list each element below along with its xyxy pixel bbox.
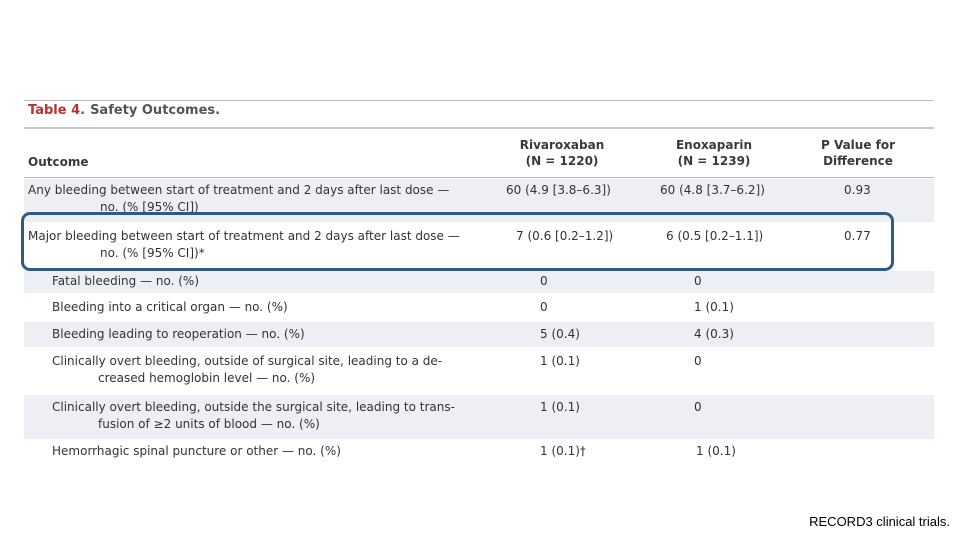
- cell-enoxaparin: 0: [694, 274, 702, 288]
- header-outcome: Outcome: [28, 155, 89, 169]
- table-row: [24, 395, 934, 439]
- table-header: [24, 137, 934, 177]
- row-label-continuation: no. (% [95% CI]): [100, 200, 199, 214]
- cell-rivaroxaban: 0: [540, 274, 548, 288]
- table-caption: [28, 103, 220, 118]
- cell-enoxaparin: 4 (0.3): [694, 327, 734, 341]
- header-pvalue-line1: P Value for: [820, 138, 896, 152]
- header-pvalue: [798, 137, 918, 169]
- header-enoxaparin-name: Enoxaparin: [675, 138, 753, 152]
- header-pvalue-line2: Difference: [823, 154, 893, 168]
- row-label: Bleeding leading to reoperation — no. (%): [52, 327, 305, 341]
- cell-rivaroxaban: 5 (0.4): [540, 327, 580, 341]
- table-number: Table 4.: [28, 103, 86, 118]
- table-row: [24, 322, 934, 347]
- cell-rivaroxaban: 1 (0.1): [540, 354, 580, 368]
- major-bleeding-highlight-box: [21, 212, 894, 271]
- cell-pvalue: 0.93: [844, 183, 871, 197]
- cell-pvalue: 0.77: [844, 229, 871, 243]
- cell-rivaroxaban: 7 (0.6 [0.2–1.2]): [516, 229, 614, 243]
- cell-rivaroxaban: 0: [540, 300, 548, 314]
- table-row: [24, 349, 934, 393]
- row-label-continuation: no. (% [95% CI])*: [100, 246, 205, 260]
- slide-caption: RECORD3 clinical trials.: [809, 514, 950, 529]
- header-rivaroxaban: [494, 137, 630, 169]
- row-label: Clinically overt bleeding, outside the surgical site, leading to trans-: [52, 400, 455, 414]
- cell-enoxaparin: 0: [694, 400, 702, 414]
- header-enoxaparin: [646, 137, 782, 169]
- safety-outcomes-table: [24, 100, 934, 469]
- table-row: [24, 441, 934, 465]
- cell-enoxaparin: 6 (0.5 [0.2–1.1]): [666, 229, 764, 243]
- cell-enoxaparin: 0: [694, 354, 702, 368]
- row-label-continuation: fusion of ≥2 units of blood — no. (%): [98, 417, 320, 431]
- cell-enoxaparin: 1 (0.1): [696, 444, 736, 458]
- header-rule: [24, 177, 934, 178]
- row-label: Bleeding into a critical organ — no. (%): [52, 300, 288, 314]
- row-label: Hemorrhagic spinal puncture or other — no. (%): [52, 444, 341, 458]
- row-label: Any bleeding between start of treatment and 2 days after last dose —: [28, 183, 450, 197]
- header-rivaroxaban-name: Rivaroxaban: [519, 138, 605, 152]
- cell-rivaroxaban: 1 (0.1): [540, 400, 580, 414]
- cell-enoxaparin: 60 (4.8 [3.7–6.2]): [660, 183, 765, 197]
- caption-rule: [24, 127, 934, 129]
- row-label-continuation: creased hemoglobin level — no. (%): [98, 371, 316, 385]
- table-row: [24, 295, 934, 319]
- header-rivaroxaban-n: (N = 1220): [525, 154, 599, 168]
- cell-enoxaparin: 1 (0.1): [694, 300, 734, 314]
- row-label: Fatal bleeding — no. (%): [52, 274, 200, 288]
- table-row: [24, 271, 934, 293]
- cell-rivaroxaban: 60 (4.9 [3.8–6.3]): [506, 183, 611, 197]
- table-title: Safety Outcomes.: [90, 103, 221, 118]
- cell-rivaroxaban: 1 (0.1)†: [540, 444, 586, 458]
- row-label: Clinically overt bleeding, outside of surgical site, leading to a de-: [52, 354, 443, 368]
- header-enoxaparin-n: (N = 1239): [677, 154, 751, 168]
- row-label: Major bleeding between start of treatment and 2 days after last dose —: [28, 229, 460, 243]
